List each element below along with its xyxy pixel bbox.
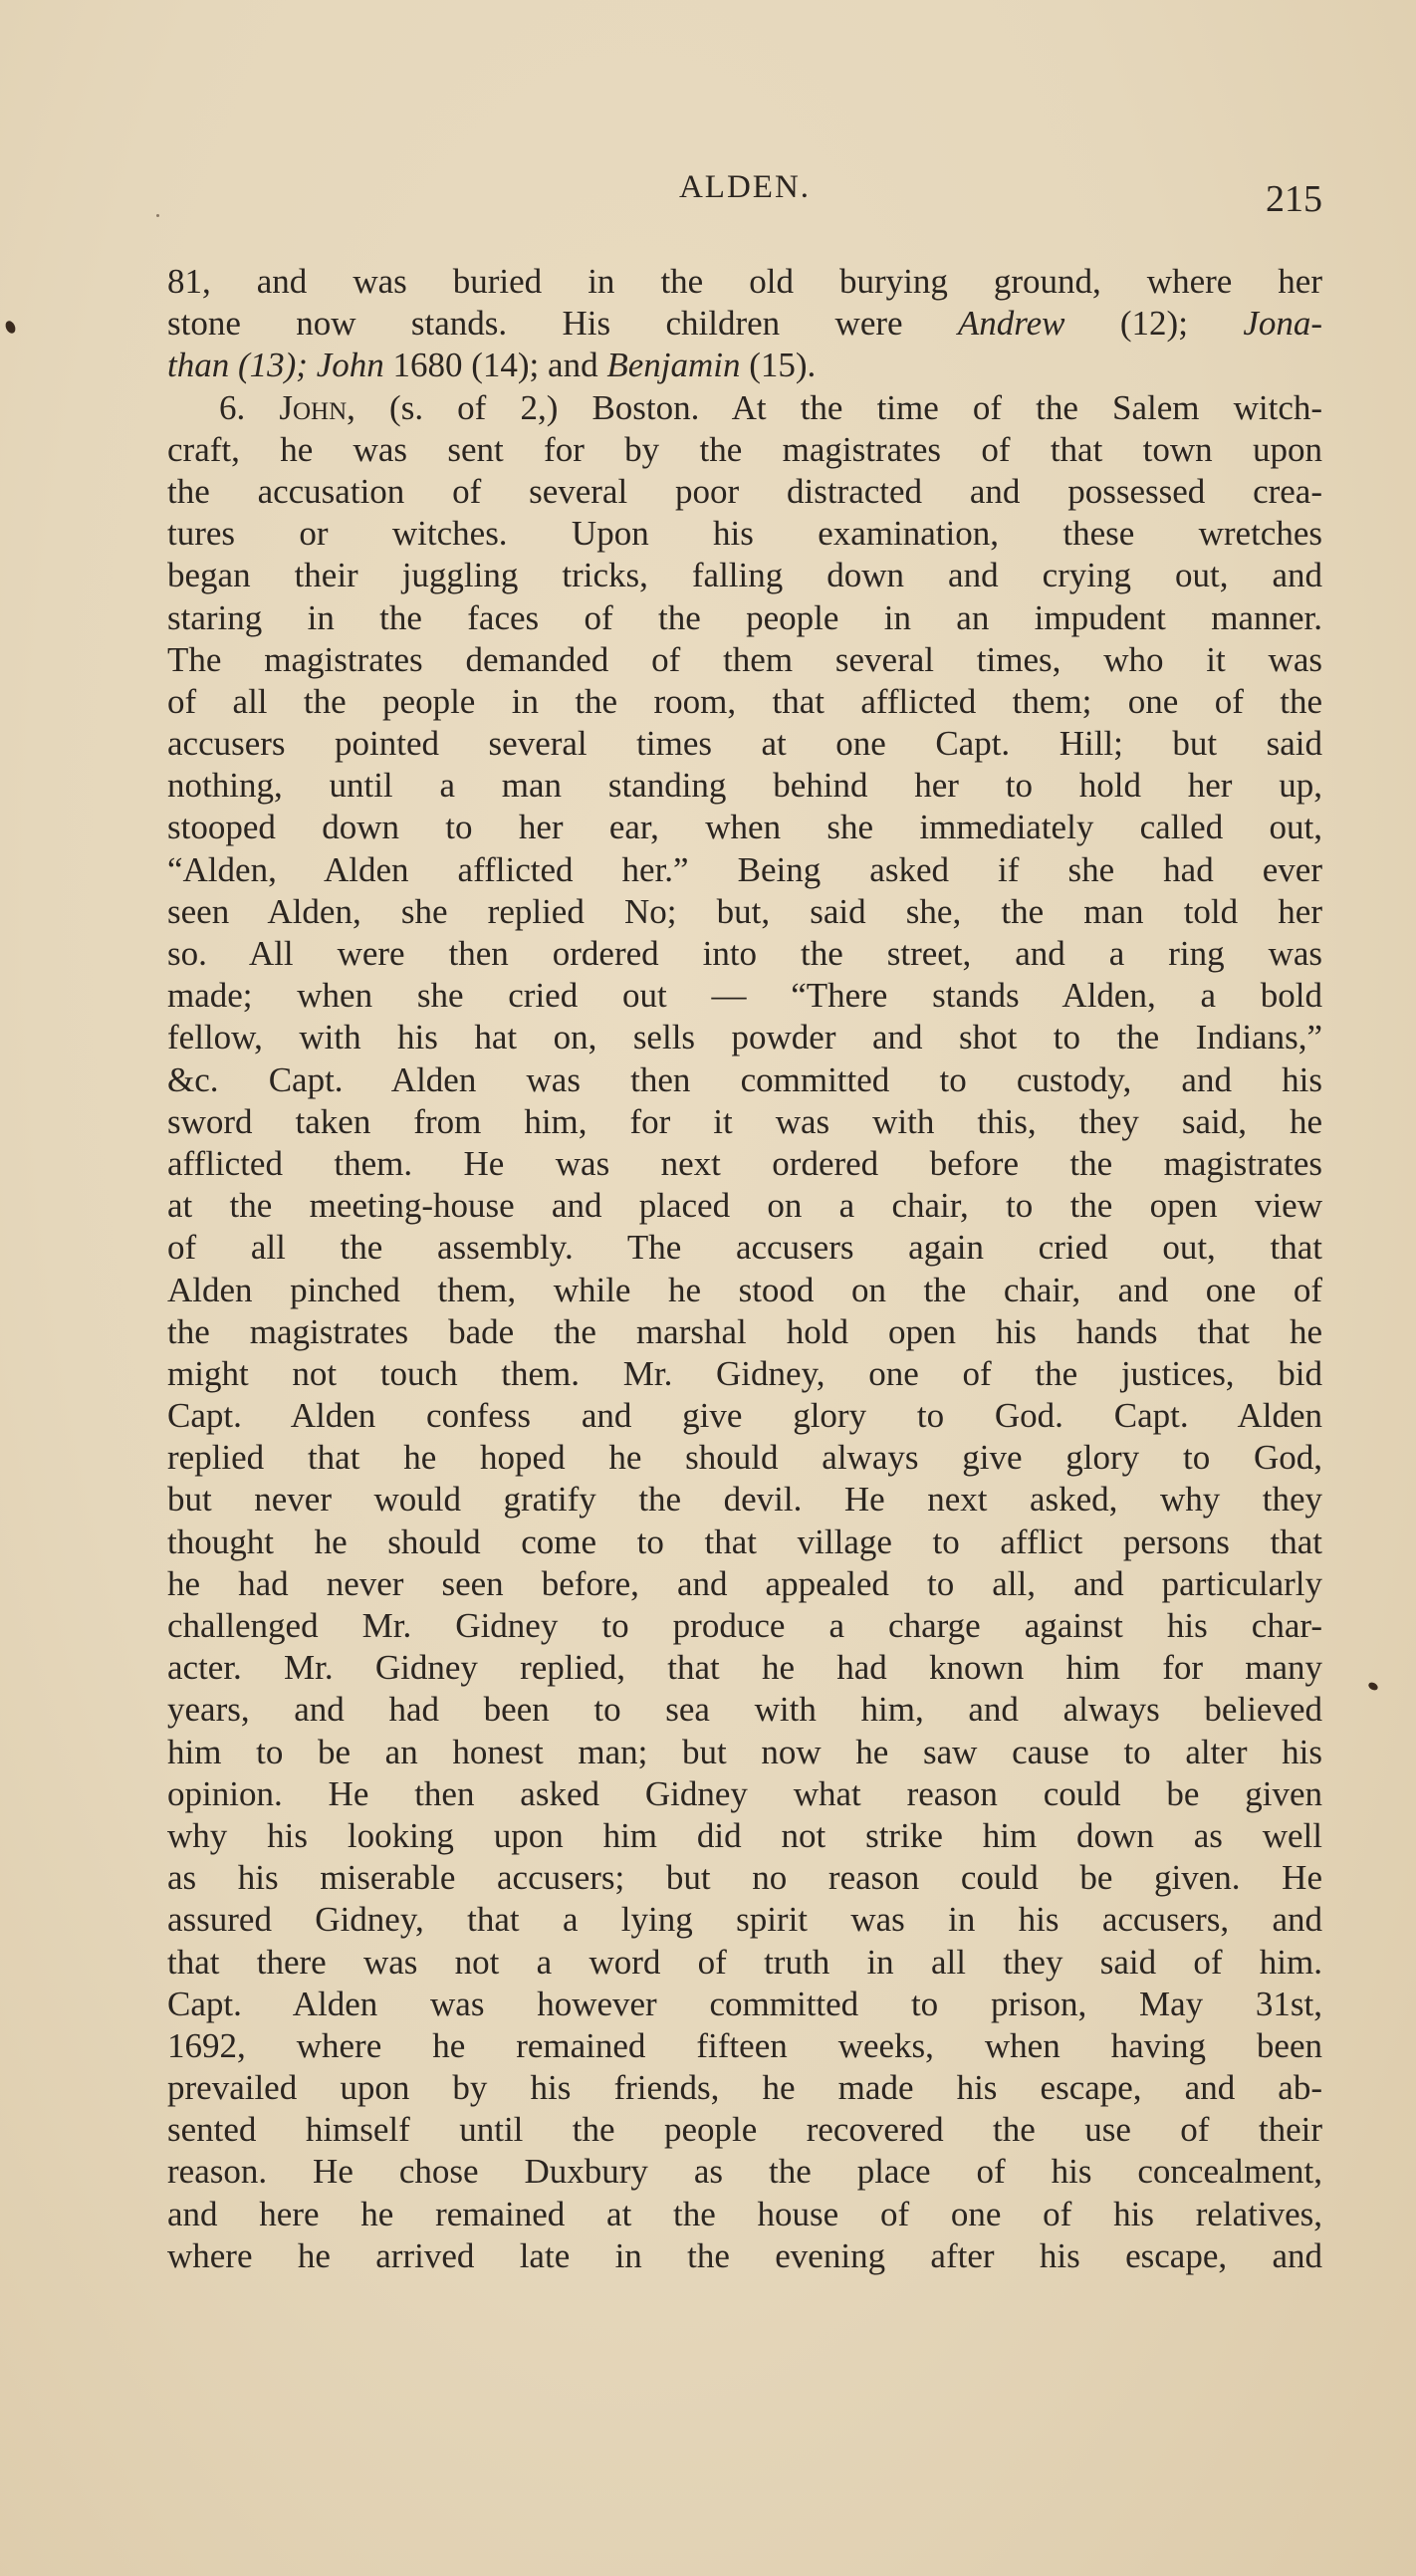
ink-spot [4,320,18,336]
text-line: the magistrates bade the marshal hold open his hands that he [167,1311,1322,1351]
text-line: began their juggling tricks, falling down and crying out, and [167,556,1322,595]
text-line: and here he remained at the house of one of his relatives, [167,2194,1322,2233]
text-line: “Alden, Alden afflicted her.” Being asked if she had ever [167,849,1322,889]
text-line: staring in the faces of the people in an impudent manner. [167,597,1322,637]
text-line: thought he should come to that village to afflict persons that [167,1522,1322,1561]
text-line: why his looking upon him did not strike him down as well [167,1815,1322,1855]
text-line: replied that he hoped he should always give glory to God, [167,1438,1322,1478]
text-line: sword taken from him, for it was with this, they said, he [167,1101,1322,1141]
text-line: Capt. Alden confess and give glory to God. Capt. Alden [167,1396,1322,1436]
running-title: ALDEN. [678,169,812,205]
text-line: 1692, where he remained fifteen weeks, when having been [167,2025,1322,2065]
text-line: made; when she cried out — “There stands Alden, a bold [167,976,1322,1016]
ink-spot [1367,1681,1379,1692]
running-head [167,169,1322,219]
body-text [167,261,1322,2277]
text-line: prevailed upon by his friends, he made his escape, and ab- [167,2068,1322,2108]
text-line: of all the assembly. The accusers again cried out, that [167,1228,1322,1268]
text-line [167,345,1322,386]
text-line: challenged Mr. Gidney to produce a charge against his char- [167,1606,1322,1645]
text-line: opinion. He then asked Gidney what reason could be given [167,1773,1322,1813]
text-line: Alden pinched them, while he stood on the chair, and one of [167,1270,1322,1309]
text-line: years, and had been to sea with him, and always believed [167,1690,1322,1730]
text-line: sented himself until the people recovered the use of their [167,2110,1322,2150]
text-fragment: 1680 (14); and [392,346,598,385]
text-line: that there was not a word of truth in all they said of him. [167,1942,1322,1982]
text-line: fellow, with his hat on, sells powder and shot to the Indians,” [167,1018,1322,1057]
section-name: John, [279,387,355,427]
text-line: reason. He chose Duxbury as the place of his concealment, [167,2152,1322,2192]
text-line: as his miserable accusers; but no reason could be given. He [167,1858,1322,1898]
text-line: accusers pointed several times at one Capt. Hill; but said [167,724,1322,764]
text-line: so. All were then ordered into the street, and a ring was [167,934,1322,973]
person-name: John [316,346,384,385]
text-fragment: stone now stands. His children were [167,304,903,344]
person-name: Andrew [957,304,1065,344]
section-number: 6. [219,387,246,427]
text-line: the accusation of several poor distracted and possessed crea- [167,471,1322,511]
text-line: might not touch them. Mr. Gidney, one of the justices, bid [167,1353,1322,1393]
text-line: where he arrived late in the evening after his escape, and [167,2235,1322,2275]
text-line: he had never seen before, and appealed to all, and particularly [167,1563,1322,1603]
text-line: of all the people in the room, that afflicted them; one of the [167,681,1322,721]
text-line: The magistrates demanded of them several times, who it was [167,639,1322,679]
person-name: Benjamin [606,346,741,385]
text-line: him to be an honest man; but now he saw cause to alter his [167,1732,1322,1771]
text-line: stooped down to her ear, when she immediately called out, [167,808,1322,847]
text-line: craft, he was sent for by the magistrates of that town upon [167,429,1322,469]
text-line: nothing, until a man standing behind her to hold her up, [167,766,1322,806]
text-fragment: (15). [749,346,817,385]
ink-spot [156,214,159,217]
text-line [167,303,1322,345]
person-name: Jona- [1243,304,1322,344]
text-line: afflicted them. He was next ordered before the magistrates [167,1143,1322,1183]
text-line: 81, and was buried in the old burying ground, where her [167,262,1322,301]
text-line [167,387,1322,429]
text-line: Capt. Alden was however committed to prison, May 31st, [167,1984,1322,2023]
text-line: seen Alden, she replied No; but, said she, the man told her [167,891,1322,931]
text-fragment: (12); [1119,304,1188,344]
text-line: but never would gratify the devil. He next asked, why they [167,1480,1322,1520]
text-fragment: (s. of 2,) Boston. At the time of the Salem witch- [389,387,1322,427]
text-line: acter. Mr. Gidney replied, that he had known him for many [167,1648,1322,1688]
text-line: tures or witches. Upon his examination, these wretches [167,514,1322,554]
text-line: at the meeting-house and placed on a chair, to the open view [167,1186,1322,1226]
text-fragment: than (13); [167,346,308,385]
text-line: &c. Capt. Alden was then committed to custody, and his [167,1059,1322,1099]
page-number: 215 [1266,178,1322,220]
text-line: assured Gidney, that a lying spirit was in his accusers, and [167,1900,1322,1940]
